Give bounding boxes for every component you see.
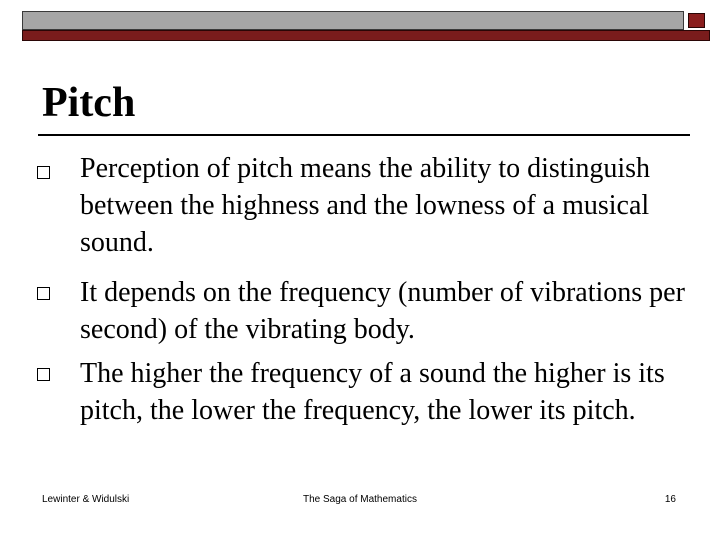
gray-bar: [22, 11, 684, 30]
square-bullet-icon: [37, 368, 50, 381]
title-underline: [38, 134, 690, 136]
bullet-text: Perception of pitch means the ability to distinguish between the highness and the lowness of a musical sound.: [80, 153, 651, 258]
title-decoration-band: [22, 11, 710, 41]
bullet-text: It depends on the frequency (number of vibrations per second) of the vibrating body.: [80, 277, 685, 345]
square-bullet-icon: [37, 287, 50, 300]
slide-number: 16: [664, 494, 676, 505]
slide-title: Pitch: [42, 80, 136, 126]
red-bar: [22, 30, 710, 41]
square-bullet-icon: [37, 166, 50, 179]
footer-authors: Lewinter & Widulski: [42, 494, 130, 505]
red-square: [688, 13, 705, 28]
bullet-text: The higher the frequency of a sound the higher is its pitch, the lower the frequency, the lower its pitch.: [80, 358, 665, 426]
footer-book-title: The Saga of Mathematics: [303, 494, 417, 505]
